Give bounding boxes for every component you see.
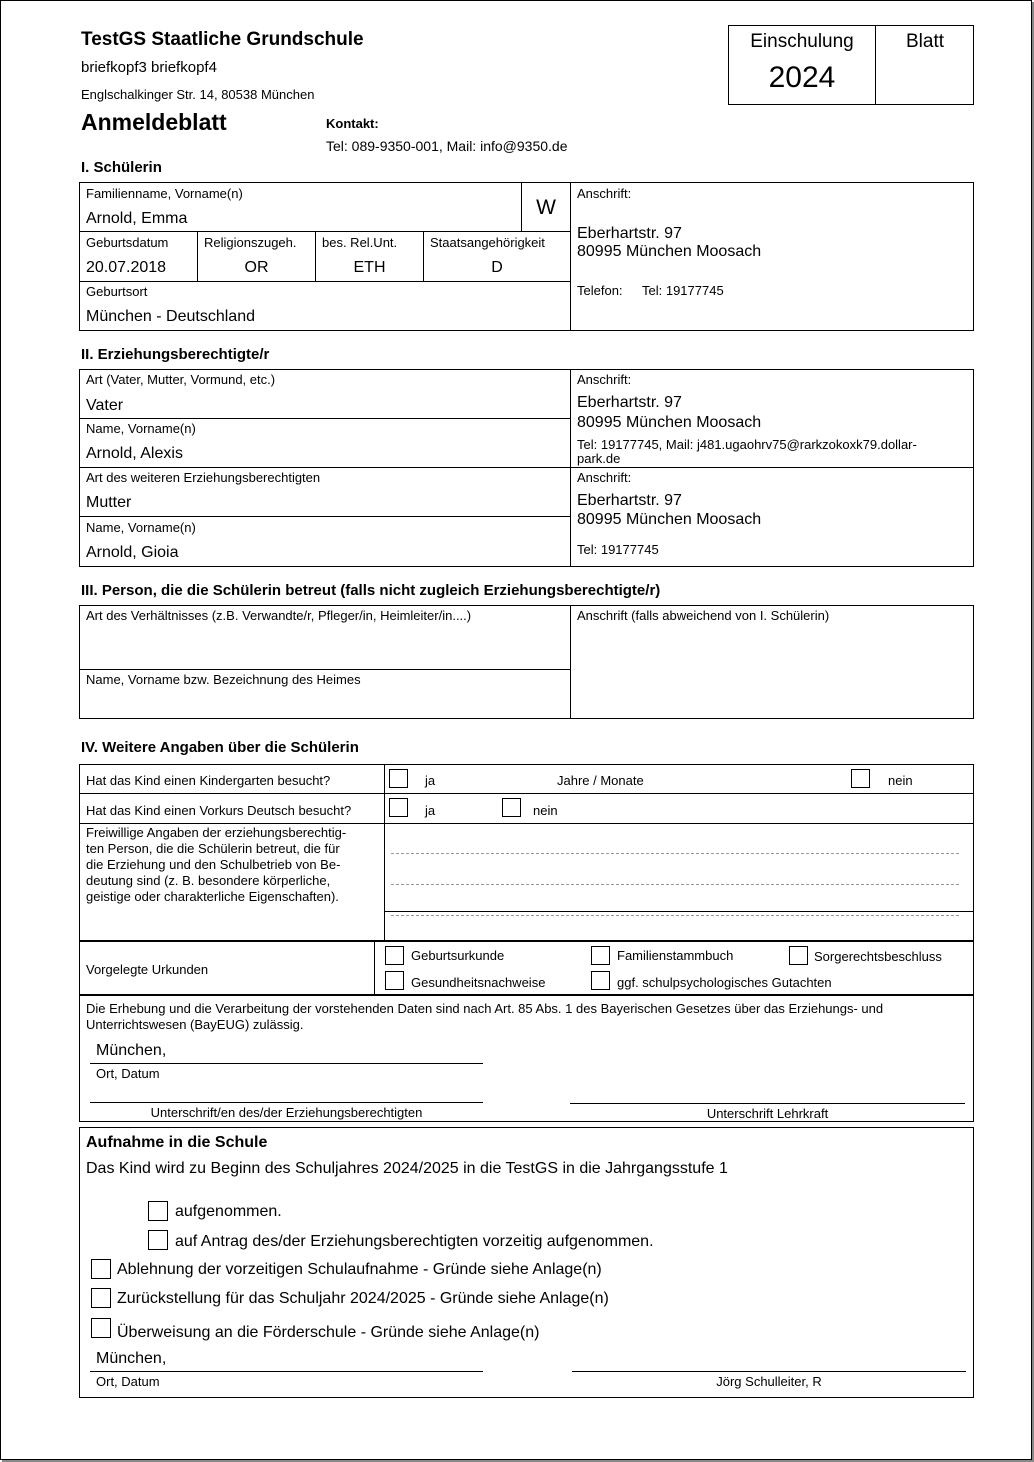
guardian1-address-label: Anschrift:: [577, 372, 632, 387]
vorkurs-yes-label: ja: [425, 803, 436, 818]
kindergarten-no-label: nein: [888, 773, 913, 788]
kindergarten-yes-label: ja: [425, 773, 436, 788]
guardian2-address-street: Eberhartstr. 97: [577, 492, 682, 509]
doc-family-book-label: Familienstammbuch: [617, 948, 734, 963]
guardian1-contact-line1: Tel: 19177745, Mail: j481.ugaohrv75@rarkzokoxk79.dollar-: [577, 437, 917, 452]
student-phone: Tel: 19177745: [642, 283, 724, 298]
teacher-signature-line[interactable]: [570, 1103, 965, 1104]
kindergarten-question: Hat das Kind einen Kindergarten besucht?: [86, 773, 331, 788]
contact-info: Tel: 089-9350-001, Mail: info@9350.de: [326, 138, 568, 154]
reject-early-label: Ablehnung der vorzeitigen Schulaufnahme - Gründe siehe Anlage(n): [117, 1261, 602, 1278]
caretaker-address-label: Anschrift (falls abweichend von I. Schülerin): [577, 608, 830, 623]
teacher-signature-label: Unterschrift Lehrkraft: [706, 1106, 829, 1121]
principal-signature-line[interactable]: [572, 1371, 966, 1372]
principal-name: Jörg Schulleiter, R: [716, 1374, 822, 1389]
guardian1-type-label: Art (Vater, Mutter, Vormund, etc.): [86, 372, 276, 387]
section-2-title: II. Erziehungsberechtigte/r: [81, 346, 270, 363]
section-4-title: IV. Weitere Angaben über die Schülerin: [81, 739, 359, 756]
defer-checkbox[interactable]: [91, 1288, 111, 1308]
admission-place-date-line[interactable]: [90, 1371, 483, 1372]
guardian1-name-label: Name, Vorname(n): [86, 421, 196, 436]
doc-psych-checkbox[interactable]: [591, 971, 610, 990]
guardian1-address-street: Eberhartstr. 97: [577, 394, 682, 411]
guardian2-address-label: Anschrift:: [577, 470, 632, 485]
guardian1-address-city: 80995 München Moosach: [577, 414, 762, 431]
voluntary-info-write-line[interactable]: [391, 915, 959, 916]
transfer-label: Überweisung an die Förderschule - Gründe siehe Anlage(n): [117, 1324, 540, 1341]
birthplace-label: Geburtsort: [86, 284, 148, 299]
caretaker-name-label: Name, Vorname bzw. Bezeichnung des Heimes: [86, 672, 361, 687]
guardians-box: [79, 369, 974, 567]
contact-label: Kontakt:: [326, 116, 379, 131]
doc-health-label: Gesundheitsnachweise: [411, 975, 546, 990]
vorkurs-yes-checkbox[interactable]: [389, 798, 408, 817]
vorkurs-question: Hat das Kind einen Vorkurs Deutsch besucht?: [86, 803, 352, 818]
voluntary-info-line-3: die Erziehung und den Schulbetrieb von Be-: [86, 857, 341, 872]
voluntary-info-line-4: deutung sind (z. B. besondere körperliche,: [86, 873, 331, 888]
doc-health-checkbox[interactable]: [385, 971, 404, 990]
religious-class: ETH: [353, 259, 386, 276]
defer-label: Zurückstellung für das Schuljahr 2024/2025 - Gründe siehe Anlage(n): [117, 1290, 609, 1307]
guardian2-type: Mutter: [86, 494, 132, 511]
nationality: D: [491, 259, 503, 276]
religion-label: Religionszugeh.: [204, 235, 297, 250]
student-name-label: Familienname, Vorname(n): [86, 186, 243, 201]
consent-place: München,: [96, 1042, 167, 1059]
guardian1-name: Arnold, Alexis: [86, 445, 183, 462]
early-admission-label: auf Antrag des/der Erziehungsberechtigten vorzeitig aufgenommen.: [175, 1233, 654, 1250]
guardian1-contact-line2: park.de: [577, 451, 621, 466]
religious-class-label: bes. Rel.Unt.: [322, 235, 398, 250]
legal-text-line-1: Die Erhebung und die Verarbeitung der vorstehenden Daten sind nach Art. 85 Abs. 1 des Bayerischen Gesetzes über das Erziehungs- und: [86, 1001, 884, 1016]
reject-early-checkbox[interactable]: [91, 1259, 111, 1279]
vorkurs-no-checkbox[interactable]: [502, 798, 521, 817]
guardian2-contact: Tel: 19177745: [577, 542, 659, 557]
transfer-checkbox[interactable]: [91, 1318, 111, 1338]
doc-custody-label: Sorgerechtsbeschluss: [814, 949, 942, 964]
birthdate: 20.07.2018: [86, 259, 167, 276]
guardian2-name: Arnold, Gioia: [86, 544, 179, 561]
enrollment-year: 2024: [768, 61, 836, 94]
student-phone-label: Telefon:: [577, 283, 623, 298]
section-1-title: I. Schülerin: [81, 159, 162, 176]
admission-intro: Das Kind wird zu Beginn des Schuljahres 2024/2025 in die TestGS in die Jahrgangsstufe 1: [86, 1160, 728, 1177]
voluntary-info-write-line[interactable]: [391, 853, 959, 854]
kindergarten-no-checkbox[interactable]: [851, 769, 870, 788]
religion: OR: [244, 259, 269, 276]
guardian-signature-line[interactable]: [90, 1102, 483, 1103]
student-address-city: 80995 München Moosach: [577, 243, 762, 260]
early-admission-checkbox[interactable]: [148, 1230, 168, 1250]
guardian2-address-city: 80995 München Moosach: [577, 511, 762, 528]
birthdate-label: Geburtsdatum: [86, 235, 169, 250]
legal-text-line-2: Unterrichtswesen (BayEUG) zulässig.: [86, 1017, 304, 1032]
admission-place-date-label: Ort, Datum: [96, 1374, 160, 1389]
admitted-checkbox[interactable]: [148, 1201, 168, 1221]
admitted-label: aufgenommen.: [175, 1203, 282, 1220]
consent-place-date-label: Ort, Datum: [96, 1066, 160, 1081]
guardian2-type-label: Art des weiteren Erziehungsberechtigten: [86, 470, 321, 485]
doc-custody-checkbox[interactable]: [789, 946, 808, 965]
admission-title: Aufnahme in die Schule: [86, 1134, 268, 1151]
letterhead-line: briefkopf3 briefkopf4: [81, 59, 217, 76]
nationality-label: Staatsangehörigkeit: [430, 235, 545, 250]
doc-birth-certificate-checkbox[interactable]: [385, 946, 404, 965]
school-address: Englschalkinger Str. 14, 80538 München: [81, 87, 315, 102]
sheet-label: Blatt: [905, 31, 945, 52]
doc-psych-label: ggf. schulpsychologisches Gutachten: [617, 975, 832, 990]
guardian1-type: Vater: [86, 397, 124, 414]
kindergarten-yes-checkbox[interactable]: [389, 769, 408, 788]
student-address-label: Anschrift:: [577, 186, 632, 201]
voluntary-info-line-2: ten Person, die die Schülerin betreut, die für: [86, 841, 340, 856]
section-3-title: III. Person, die die Schülerin betreut (falls nicht zugleich Erziehungsberechtigte/r): [81, 582, 661, 599]
doc-family-book-checkbox[interactable]: [591, 946, 610, 965]
school-name: TestGS Staatliche Grundschule: [81, 29, 364, 50]
voluntary-info-line-5: geistige oder charakterliche Eigenschaften).: [86, 889, 339, 904]
admission-place: München,: [96, 1350, 167, 1367]
voluntary-info-write-line[interactable]: [391, 884, 959, 885]
caretaker-relation-label: Art des Verhältnisses (z.B. Verwandte/r, Pfleger/in, Heimleiter/in....): [86, 608, 472, 623]
student-gender: W: [536, 196, 556, 219]
student-name: Arnold, Emma: [86, 210, 188, 227]
documents-label: Vorgelegte Urkunden: [86, 962, 209, 977]
kindergarten-duration-label: Jahre / Monate: [557, 773, 644, 788]
form-title: Anmeldeblatt: [81, 109, 227, 135]
guardian-signature-label: Unterschrift/en des/der Erziehungsberechtigten: [150, 1105, 423, 1120]
student-address-street: Eberhartstr. 97: [577, 225, 682, 242]
doc-birth-certificate-label: Geburtsurkunde: [411, 948, 505, 963]
voluntary-info-line-1: Freiwillige Angaben der erziehungsberechtig-: [86, 825, 347, 840]
birthplace: München - Deutschland: [86, 308, 255, 325]
enrollment-label: Einschulung: [750, 31, 854, 52]
vorkurs-no-label: nein: [533, 803, 558, 818]
guardian2-name-label: Name, Vorname(n): [86, 520, 196, 535]
consent-place-date-line[interactable]: [90, 1063, 483, 1064]
